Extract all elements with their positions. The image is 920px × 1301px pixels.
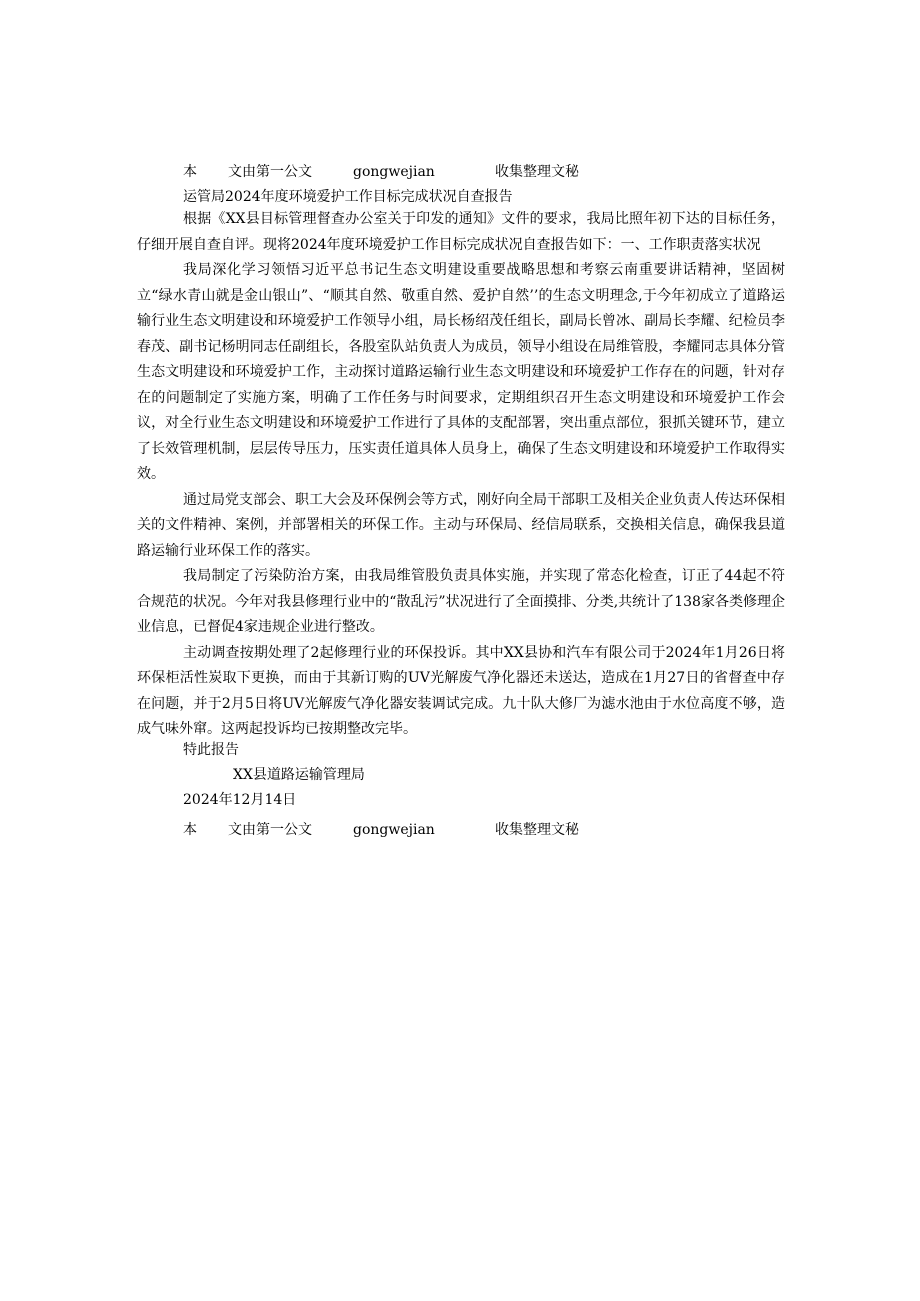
paragraph: 根据《XX县目标管理督查办公室关于印发的通知》文件的要求，我局比照年初下达的目标任务，仔细开展自查自评。现将2024年度环境爱护工作目标完成状况自查报告如下：一、工作职责落实状况 <box>137 211 785 253</box>
signature: XX县道路运输管理局 <box>233 767 365 783</box>
header-text-3: gongwejian <box>353 164 435 180</box>
footer-text-2: 文由第一公文 <box>228 822 312 838</box>
document-title: 运管局2024年度环境爱护工作目标完成状况自查报告 <box>183 189 513 205</box>
header-text-4: 收集整理文秘 <box>495 164 579 180</box>
page-footer <box>183 819 783 841</box>
footer-text-4: 收集整理文秘 <box>495 822 579 838</box>
header-text-2: 文由第一公文 <box>228 164 312 180</box>
footer-text-3: gongwejian <box>353 822 435 838</box>
paragraph: 我局深化学习领悟习近平总书记生态文明建设重要战略思想和考察云南重要讲话精神，坚固树立“绿水青山就是金山银山”、“顺其自然、敬重自然、爱护自然’’的生态文明理念,于今年初成立了道路运输行业生态文明建设和环境爱护工作领导小组，局长杨绍茂任组长，副局长曾冰、副局长李耀、纪检员李春茂、副书记杨明同志任副组长，各股室队站负责人为成员，领导小组设在局维管股，李耀同志具体分管生态文明建设和环境爱护工作，主动探讨道路运输行业生态文明建设和环境爱护工作存在的问题，针对存在的问题制定了实施方案，明确了工作任务与时间要求，定期组织召开生态文明建设和环境爱护工作会议，对全行业生态文明建设和环境爱护工作进行了具体的支配部署，突出重点部位，狠抓关键环节，建立了长效管理机制，层层传导压力，压实责任道具体人员身上，确保了生态文明建设和环境爱护工作取得实效。 <box>137 262 785 482</box>
paragraph: 我局制定了污染防治方案，由我局维管股负责具体实施，并实现了常态化检查，订正了44起不符合规范的状况。今年对我县修理行业中的“散乱污”状况进行了全面摸排、分类,共统计了138家各类修理企业信息，已督促4家违规企业进行整改。 <box>137 568 785 635</box>
header-text-1: 本 <box>183 164 197 180</box>
document-date: 2024年12月14日 <box>183 792 297 808</box>
page-header <box>183 161 783 183</box>
paragraph: 通过局党支部会、职工大会及环保例会等方式，刚好向全局干部职工及相关企业负责人传达环保相关的文件精神、案例，并部署相关的环保工作。主动与环保局、经信局联系，交换相关信息，确保我县道路运输行业环保工作的落实。 <box>137 491 785 559</box>
footer-text-1: 本 <box>183 822 197 838</box>
document-body <box>137 207 785 743</box>
paragraph: 主动调查按期处理了2起修理行业的环保投诉。其中XX县协和汽车有限公司于2024年1月26日将环保柜活性炭取下更换，而由于其新订购的UV光解废气净化器还未送达，造成在1月27日的省督查中存在问题，并于2月5日将UV光解废气净化器安装调试完成。九十队大修厂为滤水池由于水位高度不够，造成气味外窜。这两起投诉均已按期整改完毕。 <box>137 644 785 737</box>
closing-remark: 特此报告 <box>183 742 239 758</box>
